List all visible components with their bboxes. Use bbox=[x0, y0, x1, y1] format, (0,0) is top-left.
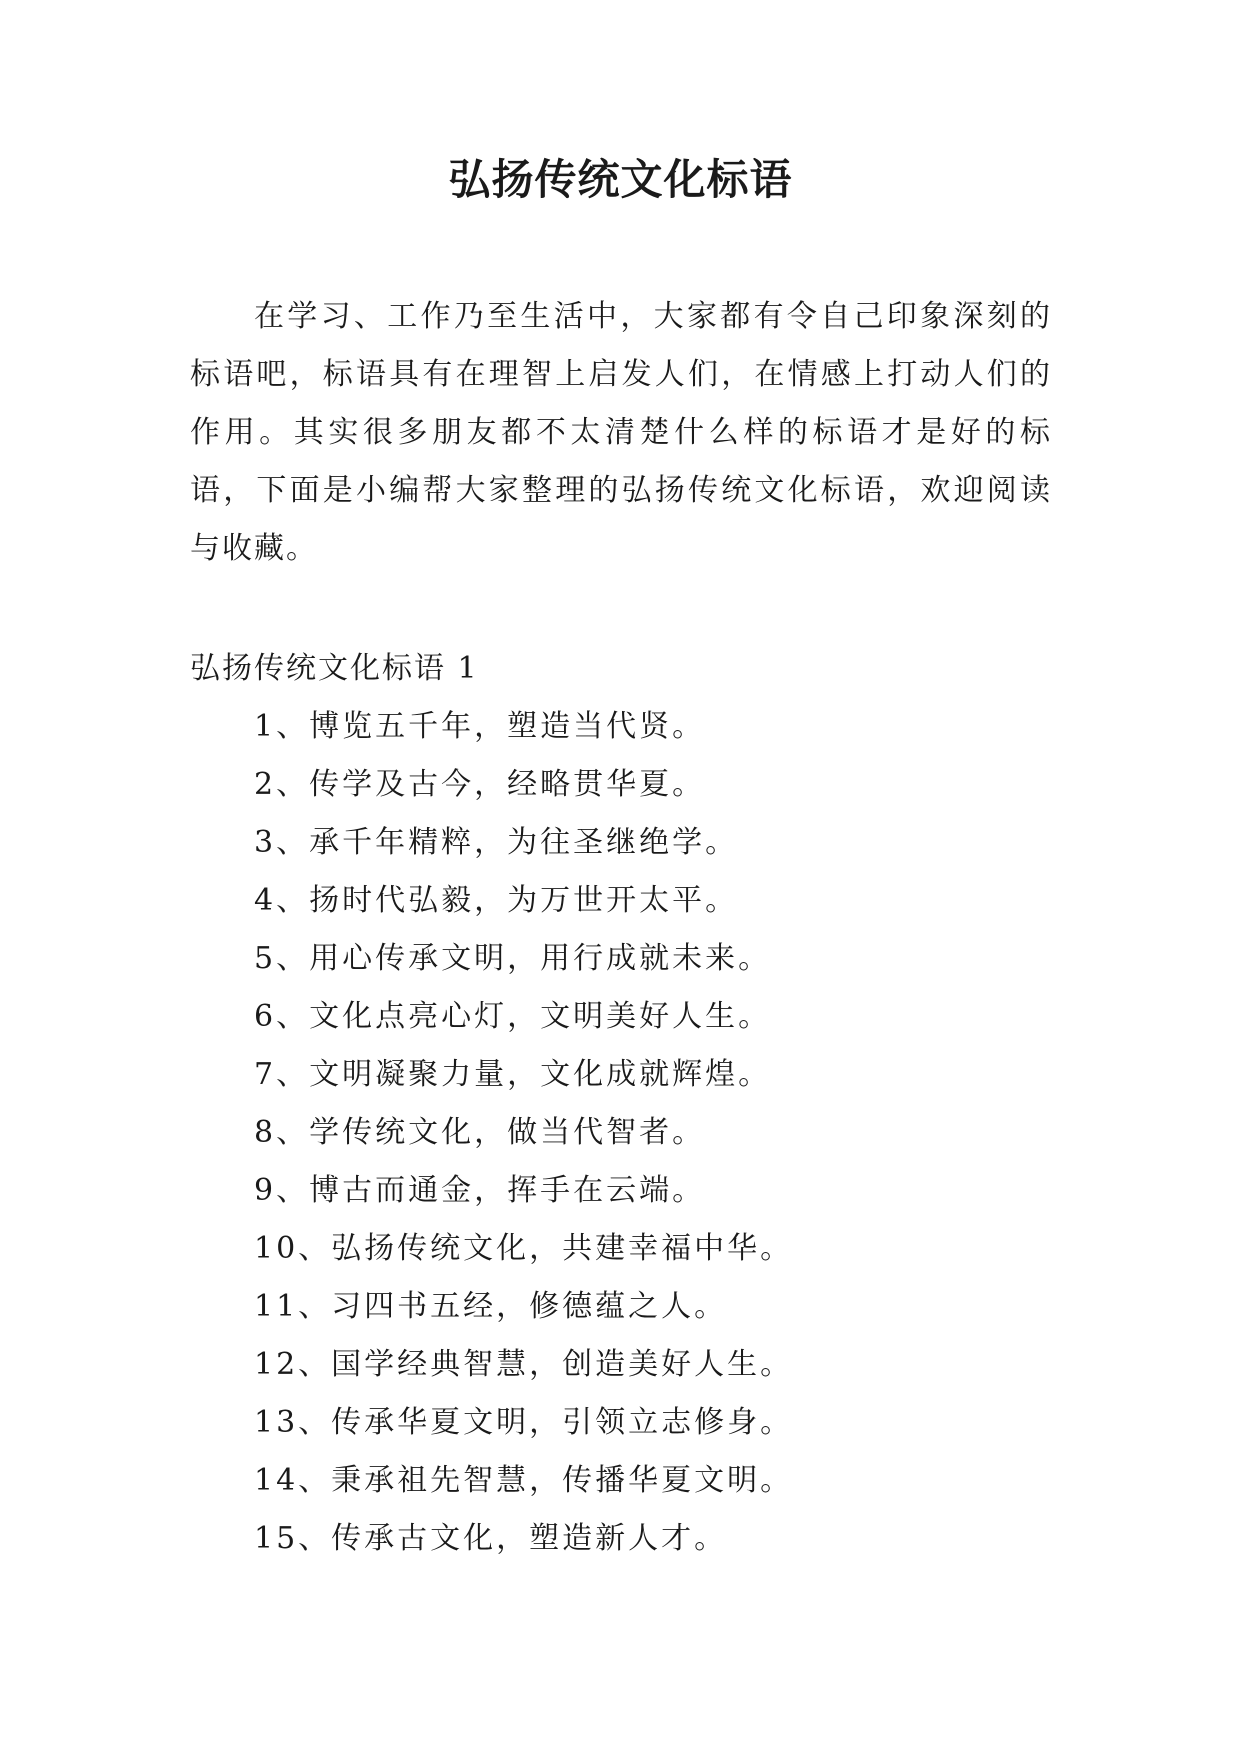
slogan-item: 7、文明凝聚力量，文化成就辉煌。 bbox=[254, 1057, 772, 1092]
slogan-item: 1、博览五千年，塑造当代贤。 bbox=[254, 709, 706, 744]
slogan-item: 9、博古而通金，挥手在云端。 bbox=[254, 1173, 706, 1208]
slogan-item: 8、学传统文化，做当代智者。 bbox=[254, 1115, 706, 1150]
intro-paragraph: 在学习、工作乃至生活中，大家都有令自己印象深刻的标语吧，标语具有在理智上启发人们，在情感上打动人们的作用。其实很多朋友都不太清楚什么样的标语才是好的标语，下面是小编帮大家整理的弘扬传统文化标语，欢迎阅读与收藏。 bbox=[190, 299, 1052, 566]
slogan-list bbox=[254, 698, 793, 1568]
section-heading: 弘扬传统文化标语 1 bbox=[190, 651, 479, 686]
slogan-item: 4、扬时代弘毅，为万世开太平。 bbox=[254, 883, 739, 918]
slogan-item: 15、传承古文化，塑造新人才。 bbox=[254, 1521, 728, 1556]
document-title: 弘扬传统文化标语 bbox=[448, 155, 793, 204]
slogan-item: 10、弘扬传统文化，共建幸福中华。 bbox=[254, 1231, 794, 1266]
slogan-item: 13、传承华夏文明，引领立志修身。 bbox=[254, 1405, 794, 1440]
slogan-item: 14、秉承祖先智慧，传播华夏文明。 bbox=[254, 1463, 794, 1498]
slogan-item: 6、文化点亮心灯，文明美好人生。 bbox=[254, 999, 772, 1034]
slogan-item: 2、传学及古今，经略贯华夏。 bbox=[254, 767, 706, 802]
slogan-item: 5、用心传承文明，用行成就未来。 bbox=[254, 941, 772, 976]
slogan-item: 11、习四书五经，修德蕴之人。 bbox=[254, 1289, 728, 1324]
slogan-item: 12、国学经典智慧，创造美好人生。 bbox=[254, 1347, 794, 1382]
slogan-item: 3、承千年精粹，为往圣继绝学。 bbox=[254, 825, 739, 860]
